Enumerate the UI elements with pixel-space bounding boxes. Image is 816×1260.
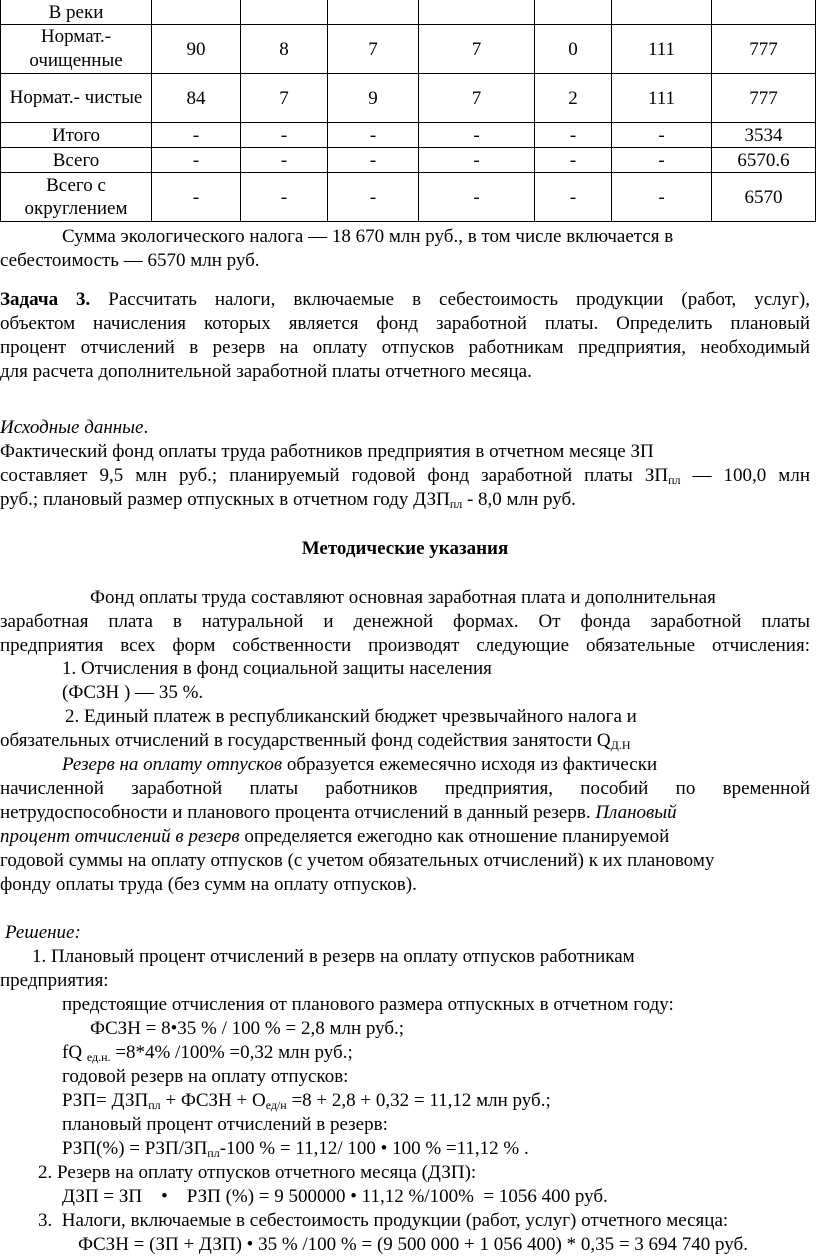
method-line: начисленной заработной платы работников предприятия, пособий по временной bbox=[0, 778, 810, 799]
method-line: 2. Единый платеж в республиканский бюджет чрезвычайного налога и bbox=[65, 706, 637, 727]
source-line: Фактический фонд оплаты труда работников предприятия в отчетном месяце ЗП bbox=[0, 441, 654, 462]
table-row bbox=[1, 173, 816, 222]
table-cell bbox=[535, 0, 612, 25]
table-cell: 6570 bbox=[712, 173, 816, 222]
task-line bbox=[0, 288, 810, 312]
solution-line bbox=[62, 1041, 816, 1065]
table-row bbox=[1, 0, 816, 25]
method-line: (ФСЗН ) — 35 %. bbox=[62, 682, 204, 703]
table-cell: - bbox=[535, 123, 612, 148]
task-line: процент отчислений в резерв на оплату отпусков работникам предприятия, необходимый bbox=[0, 337, 810, 358]
sub: Д.Н bbox=[610, 738, 631, 752]
table-cell: - bbox=[241, 148, 328, 173]
table-row bbox=[1, 123, 816, 148]
t: =8*4% /100% =0,32 млн руб.; bbox=[110, 1042, 353, 1063]
t: обязательных отчислений в государственный фонд содействия занятости Q bbox=[0, 730, 611, 751]
table-cell: - bbox=[535, 173, 612, 222]
method-line: Фонд оплаты труда составляют основная заработная плата и дополнительная bbox=[90, 587, 716, 608]
solution-line bbox=[62, 1137, 816, 1161]
table-cell: - bbox=[612, 123, 712, 148]
solution-line: 3. Налоги, включаемые в себестоимость продукции (работ, услуг) отчетного месяца: bbox=[38, 1210, 729, 1231]
table-cell: - bbox=[419, 123, 535, 148]
sub: пл bbox=[449, 497, 463, 511]
table-cell: 90 bbox=[152, 25, 241, 74]
sub: пл bbox=[148, 1098, 161, 1112]
t: — 100,0 млн bbox=[680, 465, 810, 486]
table-cell: - bbox=[612, 148, 712, 173]
task-label: Задача 3. bbox=[0, 289, 91, 310]
source-line bbox=[0, 488, 810, 512]
sub: пл bbox=[668, 473, 681, 487]
table-cell: 9 bbox=[328, 74, 419, 123]
table-cell: 6570.6 bbox=[712, 148, 816, 173]
tax-table bbox=[0, 0, 816, 222]
dot: . bbox=[143, 417, 149, 438]
table-cell: 0 bbox=[535, 25, 612, 74]
table-cell: - bbox=[612, 173, 712, 222]
solution-line: плановый процент отчислений в резерв: bbox=[62, 1114, 388, 1135]
t: нетрудоспособности и планового процента отчислений в данный резерв. bbox=[0, 802, 596, 823]
sub: ед/н bbox=[265, 1098, 287, 1112]
table-cell: - bbox=[241, 173, 328, 222]
t: руб.; плановый размер отпускных в отчетном году ДЗП bbox=[0, 489, 450, 510]
row-label: Всего с округлением bbox=[1, 173, 152, 222]
table-cell: 3534 bbox=[712, 123, 816, 148]
table-row bbox=[1, 74, 816, 123]
table-cell: - bbox=[535, 148, 612, 173]
method-line bbox=[0, 825, 810, 849]
table-cell bbox=[419, 0, 535, 25]
table-cell: 111 bbox=[612, 74, 712, 123]
summary-line: Сумма экологического налога — 18 670 млн руб., в том числе включается в bbox=[62, 226, 674, 247]
t: - 8,0 млн руб. bbox=[462, 489, 576, 510]
solution-heading: Решение: bbox=[5, 922, 81, 943]
solution-line: предстоящие отчисления от планового размера отпускных в отчетном году: bbox=[62, 994, 674, 1015]
table-cell: - bbox=[419, 173, 535, 222]
t: составляет 9,5 млн руб.; планируемый годовой фонд заработной платы ЗП bbox=[0, 465, 669, 486]
t: Плановый bbox=[595, 802, 677, 823]
table-cell bbox=[152, 0, 241, 25]
summary-line: себестоимость — 6570 млн руб. bbox=[0, 250, 260, 271]
t: fQ bbox=[62, 1042, 87, 1063]
row-label: Всего bbox=[1, 148, 152, 173]
table-cell: - bbox=[328, 123, 419, 148]
t: образуется ежемесячно исходя из фактически bbox=[282, 754, 658, 775]
table-row bbox=[1, 148, 816, 173]
sub: пл bbox=[207, 1146, 220, 1160]
table-cell: 2 bbox=[535, 74, 612, 123]
source-heading-text: Исходные данные bbox=[0, 417, 144, 438]
table-cell: 8 bbox=[241, 25, 328, 74]
source-line bbox=[0, 464, 810, 488]
table-cell: 777 bbox=[712, 25, 816, 74]
table-cell bbox=[328, 0, 419, 25]
table-cell: - bbox=[152, 123, 241, 148]
method-line: 1. Отчисления в фонд социальной защиты населения bbox=[62, 658, 492, 679]
task-line: объектом начисления которых является фонд заработной платы. Определить плановый bbox=[0, 313, 810, 334]
row-label: В реки bbox=[1, 0, 152, 25]
table-cell: - bbox=[152, 173, 241, 222]
method-line: годовой суммы на оплату отпусков (с учетом обязательных отчислений) к их плановому bbox=[0, 850, 715, 871]
method-line bbox=[62, 753, 816, 777]
table-cell: 111 bbox=[612, 25, 712, 74]
solution-line: годовой резерв на оплату отпусков: bbox=[62, 1066, 349, 1087]
t: определяется ежегодно как отношение планируемой bbox=[239, 826, 670, 847]
method-line: фонду оплаты труда (без сумм на оплату отпусков). bbox=[0, 874, 417, 895]
solution-line: ФСЗН = 8•35 % / 100 % = 2,8 млн руб.; bbox=[90, 1018, 405, 1039]
t: процент отчислений в резерв bbox=[0, 826, 240, 847]
method-heading: Методические указания bbox=[301, 538, 509, 559]
method-line bbox=[0, 801, 810, 825]
table-cell: - bbox=[152, 148, 241, 173]
solution-line: 2. Резерв на оплату отпусков отчетного месяца (ДЗП): bbox=[38, 1162, 477, 1183]
method-line: предприятия всех форм собственности производят следующие обязательные отчисления: bbox=[0, 635, 810, 656]
table-cell: 7 bbox=[328, 25, 419, 74]
t: РЗП(%) = РЗП/ЗП bbox=[62, 1138, 208, 1159]
row-label: Нормат.- очищенные bbox=[1, 25, 152, 74]
table-row bbox=[1, 25, 816, 74]
table-cell: - bbox=[328, 148, 419, 173]
solution-line: предприятия: bbox=[0, 970, 109, 991]
sub: ед.н. bbox=[86, 1050, 111, 1064]
table-cell: - bbox=[328, 173, 419, 222]
table-cell: 777 bbox=[712, 74, 816, 123]
table-cell: 7 bbox=[241, 74, 328, 123]
table-cell: 7 bbox=[419, 74, 535, 123]
row-label: Нормат.- чистые bbox=[1, 74, 152, 123]
solution-line bbox=[62, 1089, 816, 1113]
t: Резерв на оплату отпусков bbox=[62, 754, 283, 775]
table-cell: 7 bbox=[419, 25, 535, 74]
solution-line: 1. Плановый процент отчислений в резерв на оплату отпусков работникам bbox=[32, 946, 635, 967]
method-line bbox=[0, 729, 810, 753]
table-cell: - bbox=[241, 123, 328, 148]
t: =8 + 2,8 + 0,32 = 11,12 млн руб.; bbox=[286, 1090, 551, 1111]
task-line: для расчета дополнительной заработной платы отчетного месяца. bbox=[0, 361, 532, 382]
solution-line: ДЗП = ЗП • РЗП (%) = 9 500000 • 11,12 %/100% = 1056 400 руб. bbox=[62, 1186, 608, 1207]
table-cell bbox=[612, 0, 712, 25]
t: -100 % = 11,12/ 100 • 100 % =11,12 % . bbox=[219, 1138, 529, 1159]
task-text: Рассчитать налоги, включаемые в себестоимость продукции (работ, услуг), bbox=[90, 289, 810, 310]
solution-line: ФСЗН = (ЗП + ДЗП) • 35 % /100 % = (9 500 000 + 1 056 400) * 0,35 = 3 694 740 руб. bbox=[78, 1234, 748, 1255]
table-cell: - bbox=[419, 148, 535, 173]
source-heading bbox=[0, 416, 810, 440]
t: + ФСЗН + О bbox=[160, 1090, 266, 1111]
table-cell bbox=[241, 0, 328, 25]
table-cell: 84 bbox=[152, 74, 241, 123]
table-cell bbox=[712, 0, 816, 25]
row-label: Итого bbox=[1, 123, 152, 148]
t: РЗП= ДЗП bbox=[62, 1090, 149, 1111]
method-line: заработная плата в натуральной и денежной формах. От фонда заработной платы bbox=[0, 611, 810, 632]
